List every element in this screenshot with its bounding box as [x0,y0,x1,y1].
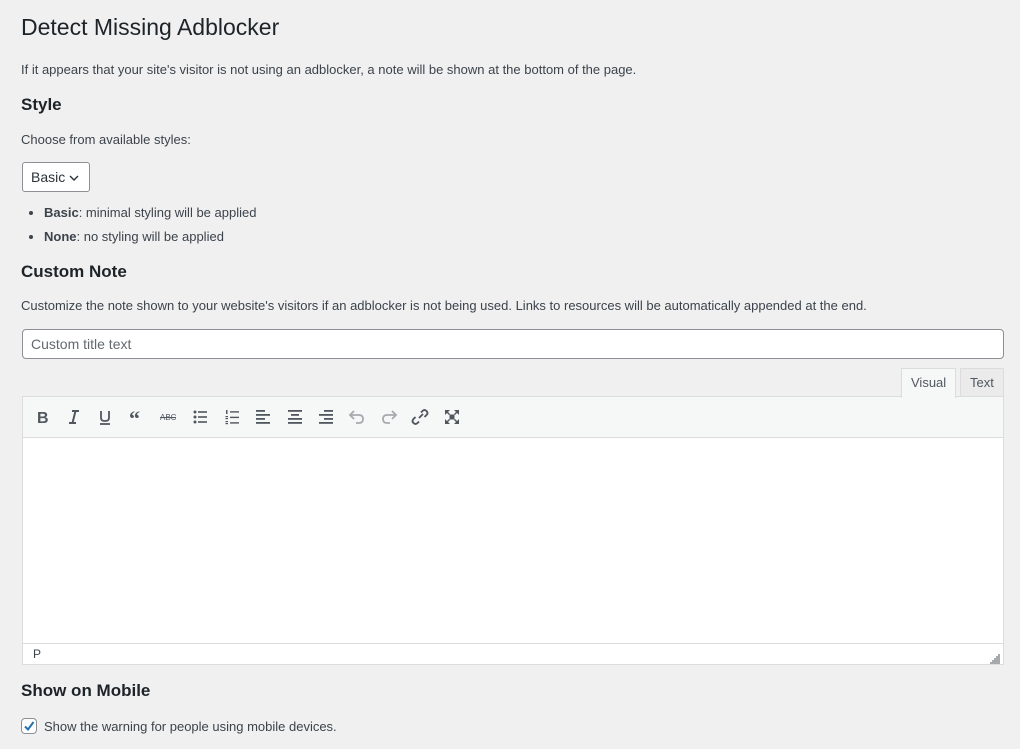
editor-content-area[interactable] [23,439,1003,644]
align-left-button[interactable] [252,406,274,428]
fullscreen-icon [442,407,462,427]
page-intro: If it appears that your site's visitor is not using an adblocker, a note will be shown at the bottom of the page. [21,62,637,77]
align-right-button[interactable] [315,406,337,428]
style-option-basic [44,204,256,222]
undo-icon [347,407,367,427]
align-right-icon [316,407,336,427]
bold-button[interactable] [31,406,53,428]
italic-button[interactable] [63,406,85,428]
strikethrough-icon [158,407,178,427]
svg-text:“: “ [129,407,140,427]
link-icon [410,407,430,427]
underline-icon [95,407,115,427]
custom-title-input[interactable] [22,329,1004,359]
undo-button[interactable] [346,406,368,428]
svg-text:ABC: ABC [160,413,177,422]
tab-text[interactable]: Text [960,368,1004,397]
numbered-list-button[interactable] [221,406,243,428]
option-name: None [44,229,77,244]
style-options-list [24,204,256,252]
italic-icon [64,407,84,427]
align-center-icon [285,407,305,427]
checkmark-icon [22,719,36,733]
link-button[interactable] [409,406,431,428]
redo-button[interactable] [378,406,400,428]
bullet-list-button[interactable] [189,406,211,428]
style-select[interactable] [22,162,90,192]
style-option-none [44,228,256,246]
align-left-icon [253,407,273,427]
editor-statusbar [23,643,1003,664]
resize-handle-icon[interactable] [990,651,1000,661]
blockquote-icon [127,407,147,427]
fullscreen-button[interactable] [441,406,463,428]
underline-button[interactable] [94,406,116,428]
editor-toolbar [23,397,1003,438]
redo-icon [379,407,399,427]
tab-visual[interactable]: Visual [901,368,956,398]
element-path[interactable]: P [33,647,42,661]
mobile-heading: Show on Mobile [21,681,151,700]
align-center-button[interactable] [284,406,306,428]
svg-text:B: B [37,410,49,427]
custom-note-description: Customize the note shown to your website's visitors if an adblocker is not being used. Links to resources will be automatically appended at the end. [21,298,867,313]
style-select-value: Basic [31,169,66,185]
show-on-mobile-label[interactable]: Show the warning for people using mobile devices. [44,719,337,734]
bullet-list-icon [190,407,210,427]
option-name: Basic [44,205,79,220]
blockquote-button[interactable] [126,406,148,428]
show-on-mobile-checkbox[interactable] [21,718,37,734]
strikethrough-button[interactable] [157,406,179,428]
style-label: Choose from available styles: [21,132,191,147]
option-desc: : no styling will be applied [76,229,224,244]
page-title: Detect Missing Adblocker [21,14,280,40]
custom-note-heading: Custom Note [21,262,127,281]
chevron-down-icon [68,171,80,187]
option-desc: : minimal styling will be applied [78,205,257,220]
style-heading: Style [21,95,62,114]
numbered-list-icon [222,407,242,427]
rich-text-editor [22,396,1004,665]
bold-icon [32,407,52,427]
